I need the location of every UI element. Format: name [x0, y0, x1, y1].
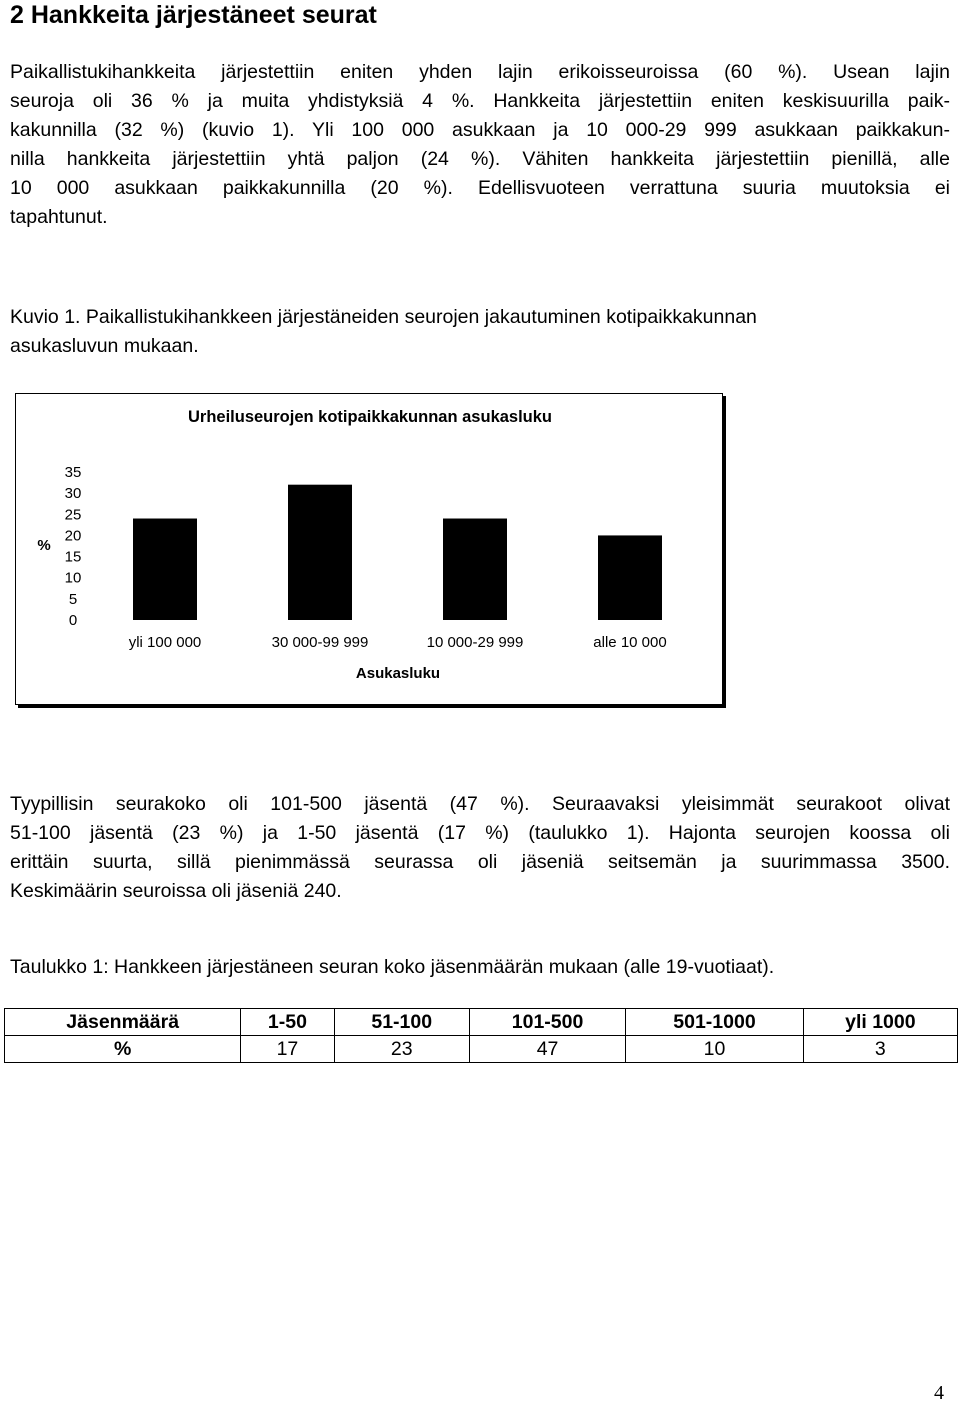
y-tick-label: 20 — [64, 527, 82, 545]
y-tick-label: 25 — [64, 506, 82, 524]
x-tick-label: 10 000-29 999 — [426, 634, 524, 651]
table-cell: 3 — [803, 1036, 957, 1063]
figure-caption — [10, 303, 950, 361]
table-cell: 17 — [241, 1036, 334, 1063]
x-tick-label: 30 000-99 999 — [271, 634, 369, 651]
paragraph-line: kakunnilla (32 %) (kuvio 1). Yli 100 000 asukkaan ja 10 000-29 999 asukkaan paikkakun- — [10, 119, 950, 141]
paragraph-line: tapahtunut. — [10, 206, 108, 228]
table-cell: 10 — [626, 1036, 803, 1063]
table-header-cell: 501-1000 — [626, 1009, 803, 1036]
bar — [133, 519, 197, 620]
table-header-row — [5, 1009, 958, 1036]
paragraph-line: 51-100 jäsentä (23 %) ja 1-50 jäsentä (17 %) (taulukko 1). Hajonta seurojen koossa oli — [10, 822, 950, 844]
table-cell: 23 — [334, 1036, 469, 1063]
caption-line: asukasluvun mukaan. — [10, 335, 199, 357]
paragraph-line: nilla hankkeita järjestettiin yhtä paljon (24 %). Vähiten hankkeita järjestettiin pienillä, alle — [10, 148, 950, 170]
paragraph-line: Tyypillisin seurakoko oli 101-500 jäsentä (47 %). Seuraavaksi yleisimmät seurakoot olivat — [10, 793, 950, 815]
table-caption: Taulukko 1: Hankkeen järjestäneen seuran koko jäsenmäärän mukaan (alle 19-vuotiaat). — [10, 956, 775, 978]
y-tick-label: 30 — [64, 485, 82, 503]
table-header-cell: Jäsenmäärä — [5, 1009, 241, 1036]
section-heading: 2 Hankkeita järjestäneet seurat — [10, 1, 377, 29]
bar-chart — [16, 394, 722, 704]
paragraph-line: erittäin suurta, sillä pienimmässä seurassa oli jäseniä seitsemän ja suurimmassa 3500. — [10, 851, 950, 873]
table-cell: 47 — [469, 1036, 625, 1063]
x-tick-label: alle 10 000 — [593, 634, 667, 651]
table-row — [5, 1036, 958, 1063]
table-header-cell: 1-50 — [241, 1009, 334, 1036]
y-tick-label: 10 — [64, 569, 82, 587]
table-row-label: % — [5, 1036, 241, 1063]
membership-paragraph — [10, 790, 950, 906]
bar — [443, 519, 507, 620]
paragraph-line: Paikallistukihankkeita järjestettiin eniten yhden lajin erikoisseuroissa (60 %). Usean lajin — [10, 61, 950, 83]
x-axis-label: Asukasluku — [355, 665, 441, 682]
y-tick-label: 15 — [64, 548, 82, 566]
bar — [288, 485, 352, 620]
paragraph-line: Keskimäärin seuroissa oli jäseniä 240. — [10, 880, 342, 902]
page-number: 4 — [934, 1382, 944, 1404]
chart-title: Urheiluseurojen kotipaikkakunnan asukasluku — [187, 408, 553, 426]
bar — [598, 535, 662, 620]
y-axis-label: % — [37, 537, 51, 554]
table-header-cell: 51-100 — [334, 1009, 469, 1036]
table-header-cell: yli 1000 — [803, 1009, 957, 1036]
bar-chart-frame — [15, 393, 723, 705]
y-tick-label: 5 — [68, 590, 78, 608]
y-tick-label: 0 — [68, 612, 78, 629]
membership-table — [4, 1008, 958, 1063]
caption-line: Kuvio 1. Paikallistukihankkeen järjestäneiden seurojen jakautuminen kotipaikkakunnan — [10, 306, 757, 328]
table-header-cell: 101-500 — [469, 1009, 625, 1036]
x-tick-label: yli 100 000 — [128, 634, 202, 651]
paragraph-line: seuroja oli 36 % ja muita yhdistyksiä 4 %. Hankkeita järjestettiin eniten keskisuurilla paik- — [10, 90, 950, 112]
intro-paragraph — [10, 58, 950, 232]
y-tick-label: 35 — [64, 464, 82, 481]
paragraph-line: 10 000 asukkaan paikkakunnilla (20 %). Edellisvuoteen verrattuna suuria muutoksia ei — [10, 177, 950, 199]
